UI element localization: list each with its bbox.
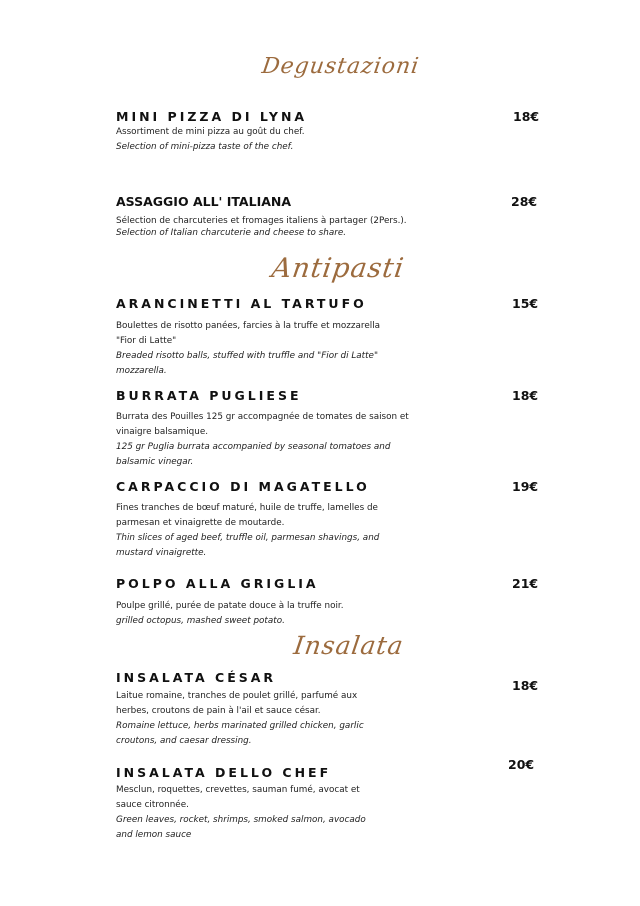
dish-price-cesar: 18€ — [512, 678, 539, 693]
dish-desc-en: Selection of Italian charcuterie and cheese to share. — [116, 228, 347, 238]
dish-desc-chef — [116, 783, 376, 843]
dish-desc-en: Thin slices of aged beef, truffle oil, parmesan shavings, and mustard vinaigrette. — [116, 533, 380, 558]
dish-name-mini-pizza: MINI PIZZA DI LYNA — [116, 109, 308, 124]
dish-name-carpaccio: CARPACCIO DI MAGATELLO — [116, 479, 370, 494]
dish-desc-en: grilled octopus, mashed sweet potato. — [116, 616, 285, 626]
dish-desc-fr: Fines tranches de bœuf maturé, huile de truffe, lamelles de parmesan et vinaigrette de moutarde. — [116, 503, 378, 528]
dish-desc-en: Romaine lettuce, herbs marinated grilled chicken, garlic croutons, and caesar dressing. — [116, 721, 364, 746]
dish-name-burrata: BURRATA PUGLIESE — [116, 388, 302, 403]
dish-desc-fr: Mesclun, roquettes, crevettes, sauman fumé, avocat et sauce citronnée. — [116, 785, 360, 810]
dish-name-polpo: POLPO ALLA GRIGLIA — [116, 576, 319, 591]
dish-desc-polpo — [116, 599, 396, 629]
dish-desc-fr: Laitue romaine, tranches de poulet grillé, parfumé aux herbes, croutons de pain à l'ail et sauce césar. — [116, 691, 358, 716]
section-title-antipasti: Antipasti — [269, 253, 407, 284]
dish-desc-burrata — [116, 410, 416, 470]
dish-desc-mini-pizza — [116, 125, 376, 155]
dish-desc-fr: Poulpe grillé, purée de patate douce à la truffe noir. — [116, 601, 344, 611]
dish-desc-fr: Burrata des Pouilles 125 gr accompagnée de tomates de saison et vinaigre balsamique. — [116, 412, 409, 437]
dish-desc-fr: Assortiment de mini pizza au goût du chef. — [116, 127, 305, 137]
dish-price-arancinetti: 15€ — [512, 296, 539, 311]
dish-price-mini-pizza: 18€ — [513, 109, 540, 124]
dish-desc-assaggio — [116, 215, 436, 239]
dish-name-assaggio: ASSAGGIO ALL' ITALIANA — [116, 194, 292, 209]
dish-name-cesar: INSALATA CÉSAR — [116, 670, 277, 685]
dish-name-chef: INSALATA DELLO CHEF — [116, 765, 332, 780]
dish-desc-arancinetti — [116, 319, 396, 379]
section-title-insalata: Insalata — [291, 631, 406, 660]
dish-desc-carpaccio — [116, 501, 396, 561]
dish-desc-en: 125 gr Puglia burrata accompanied by seasonal tomatoes and balsamic vinegar. — [116, 442, 391, 467]
dish-desc-fr: Boulettes de risotto panées, farcies à la truffe et mozzarella "Fior di Latte" — [116, 321, 381, 346]
dish-price-carpaccio: 19€ — [512, 479, 539, 494]
dish-desc-en: Selection of mini-pizza taste of the chef. — [116, 142, 294, 152]
dish-desc-en: Green leaves, rocket, shrimps, smoked salmon, avocado and lemon sauce — [116, 815, 366, 840]
section-title-degustazioni: Degustazioni — [260, 54, 421, 79]
dish-price-assaggio: 28€ — [511, 194, 538, 209]
dish-price-polpo: 21€ — [512, 576, 539, 591]
dish-price-chef: 20€ — [508, 757, 535, 772]
dish-desc-cesar — [116, 689, 376, 749]
dish-desc-en: Breaded risotto balls, stuffed with truffle and "Fior di Latte" mozzarella. — [116, 351, 378, 376]
dish-name-arancinetti: ARANCINETTI AL TARTUFO — [116, 296, 367, 311]
dish-desc-fr: Sélection de charcuteries et fromages italiens à partager (2Pers.). — [116, 216, 407, 226]
dish-price-burrata: 18€ — [512, 388, 539, 403]
